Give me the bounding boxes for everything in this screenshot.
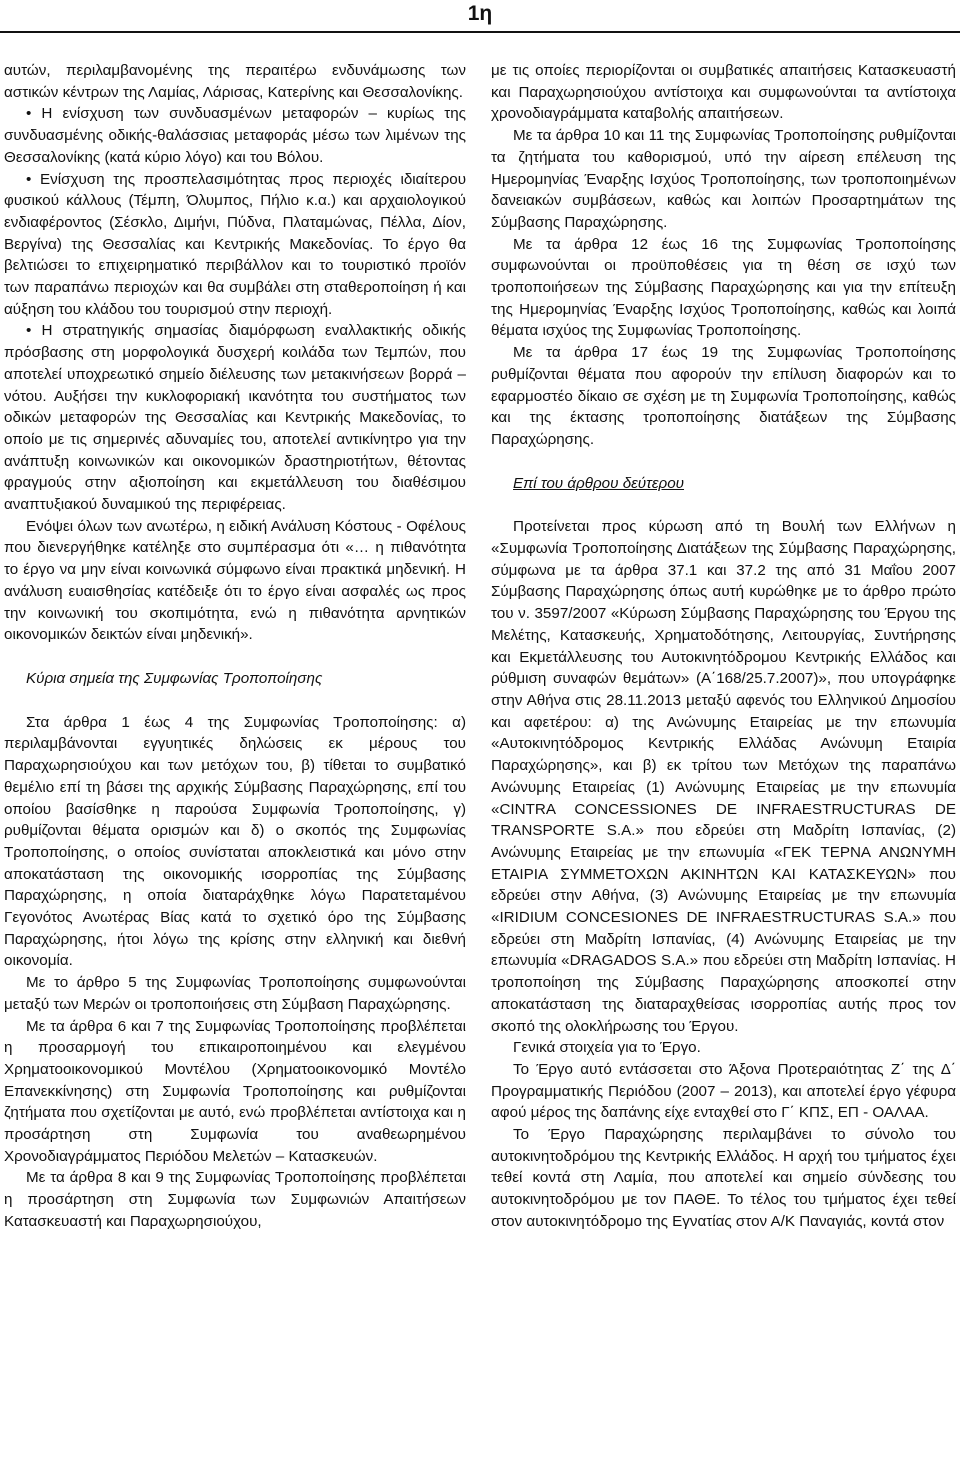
- bullet-paragraph: • Η ενίσχυση των συνδυασμένων μεταφορών – κυρίως της συνδυασμένης οδικής-θαλάσσιας μεταφοράς μέσω των λιμένων της Θεσσαλονίκης (κατά κύριο λόγο) και του Βόλου.: [4, 105, 466, 166]
- right-column: [491, 60, 956, 1233]
- paragraph: Το Έργο αυτό εντάσσεται στο Άξονα Προτεραιότητας Ζ΄ της Δ΄ Προγραμματικής Περιόδου (2007 – 2013), και αποτελεί έργο γέφυρα αφού μέρος της δαπάνης είχε ενταχθεί στο Γ΄ ΚΠΣ, ΕΠ - ΟΑΛΑΑ.: [491, 1060, 956, 1122]
- paragraph: Με τα άρθρα 6 και 7 της Συμφωνίας Τροποποίησης προβλέπεται η προσαρμογή του επικαιροποιημένου και ελεγμένου Χρηματοοικονομικού Μοντέλου (Χρηματοοικονομικό Μοντέλο Επανεκκίνησης) στη Συμφωνία Τροποποίησης και ρυθμίζονται ζητήματα που σχετίζονται με αυτό, ενώ προβλέπεται αντίστοιχα και η προσάρτηση στη Συμφωνία του αναθεωρημένου Χρονοδιαγράμματος Περιόδου Μελετών – Κατασκευών.: [4, 1017, 466, 1165]
- paragraph: Με το άρθρο 5 της Συμφωνίας Τροποποίησης συμφωνούνται μεταξύ των Μερών οι τροποποιήσεις στη Σύμβαση Παραχώρησης.: [4, 974, 466, 1013]
- section-heading: [4, 668, 466, 690]
- paragraph: Με τα άρθρα 12 έως 16 της Συμφωνίας Τροποποίησης συμφωνούνται οι προϋποθέσεις για τη θέση σε ισχύ των τροποποιήσεων της Σύμβασης Παραχώρησης και για την επίτευξη της Ημερομηνίας Έναρξης Ισχύος Τροποποίησης, καθώς και λοιπά θέματα ισχύος της Συμφωνίας Τροποποίησης.: [491, 235, 956, 340]
- section-heading: [491, 473, 956, 495]
- bullet-paragraph: • Η στρατηγικής σημασίας διαμόρφωση εναλλακτικής οδικής πρόσβασης στη μορφολογικά δυσχερή κοιλάδα των Τεμπών, που αποτελεί υποχρεωτικό σημείο διέλευσης των μετακινήσεων βορρά – νότου. Αυξήσει την κυκλοφοριακή ικανότητα του συστήματος των οδικών μεταφορών της Θεσσαλίας και Κεντρικής Μακεδονίας, το οποίο με τις σημερινές αδυναμίες του, αποτελεί αντικίνητρο για την ανάπτυξη κοινωνικών και οικονομικών δραστηριοτήτων, θέτοντας φραγμούς στην αξιοποίηση και εκμετάλλευση του διαθέσιμου αναπτυξιακού δυναμικού της περιφέρειας.: [4, 322, 466, 514]
- paragraph: Με τα άρθρα 17 έως 19 της Συμφωνίας Τροποποίησης ρυθμίζονται θέματα που αφορούν την επίλυση διαφορών και το εφαρμοστέο δίκαιο σε σχέση με τη Συμφωνία Τροποποίησης, καθώς και της έκτασης τροποποίησης διατάξεων της Σύμβασης Παραχώρησης.: [491, 344, 956, 448]
- header-rule: [0, 31, 960, 33]
- paragraph: Με τα άρθρα 8 και 9 της Συμφωνίας Τροποποίησης προβλέπεται η προσάρτηση στη Συμφωνία των Συμφωνιών Απαιτήσεων Κατασκευαστή και Παραχωρησιούχου,: [4, 1169, 466, 1230]
- paragraph: με τις οποίες περιορίζονται οι συμβατικές απαιτήσεις Κατασκευαστή και Παραχωρησιούχου αντίστοιχα και συμφωνούνται τα αντίστοιχα χρονοδιαγράμματα καταβολής απαιτήσεων.: [491, 62, 956, 123]
- paragraph: Στα άρθρα 1 έως 4 της Συμφωνίας Τροποποίησης: α) περιλαμβάνονται εγγυητικές δηλώσεις εκ μέρους του Παραχωρησιούχου και των μετόχων του, β) τίθεται το συμβατικό θεμέλιο επί τη βάσει της αρχικής Σύμβασης Παραχώρησης, επί του οποίου βασίσθηκε η παρούσα Συμφωνία Τροποποίησης, γ) ρυθμίζονται θέματα ορισμών και δ) ο σκοπός της Συμφωνίας Τροποποίησης, ο οποίος συνίσταται αποκλειστικά και μόνο στην αποκατάσταση της οικονομικής ισορροπίας της Σύμβασης Παραχώρησης, η οποία διαταράχθηκε λόγω Παρατεταμένου Γεγονότος Ανωτέρας Βίας κατά το σχετικό όρο της Σύμβασης Παραχώρησης, ήτοι λόγω της κρίσης στην ελληνική και διεθνή οικονομία.: [4, 713, 466, 970]
- paragraph: Το Έργο Παραχώρησης περιλαμβάνει το σύνολο του αυτοκινητοδρόμου της Κεντρικής Ελλάδος. Η αρχή του τμήματος έχει τεθεί κοντά στη Λαμία, που αποτελεί και σημείο σύνδεσης του αυτοκινητοδρόμου με τον ΠΑΘΕ. Το τέλος του τμήματος έχει τεθεί στον αυτοκινητόδρομο της Εγνατίας στον Α/Κ Παναγιάς, κοντά στον: [491, 1126, 956, 1230]
- paragraph: Ενόψει όλων των ανωτέρω, η ειδική Ανάλυση Κόστους - Οφέλους που διενεργήθηκε κατέληξε στο συμπέρασμα ότι «… η πιθανότητα το έργο να μην είναι κοινωνικά σύμφωνο είναι πρακτικά μηδενική. Η ανάλυση ευαισθησίας κατέδειξε ότι το έργο είναι ασφαλές ως προς την κοινωνική του σκοπιμότητα, ενώ η πιθανότητα αρνητικών οικονομικών δεικτών είναι μηδενική».: [4, 517, 466, 644]
- paragraph: αυτών, περιλαμβανομένης της περαιτέρω ενδυνάμωσης των αστικών κέντρων της Λαμίας, Λάρισας, Κατερίνης και Θεσσαλονίκης.: [4, 62, 466, 101]
- paragraph: Γενικά στοιχεία για το Έργο.: [513, 1039, 701, 1057]
- page-header: [0, 0, 960, 34]
- section-heading-text: Επί του άρθρου δεύτερου: [513, 474, 685, 492]
- page-number: 1η: [467, 2, 493, 25]
- paragraph: Προτείνεται προς κύρωση από τη Βουλή των Ελλήνων η «Συμφωνία Τροποποίησης Διατάξεων της Σύμβασης Παραχώρησης, σύμφωνα με τα άρθρα 37.1 και 37.2 της από 31 Μαΐου 2007 Σύμβασης Παραχώρησης όπως αυτή κυρώθηκε με το άρθρο πρώτο του ν. 3597/2007 «Κύρωση Σύμβασης Παραχώρησης του Έργου της Μελέτης, Κατασκευής, Χρηματοδότησης, Λειτουργίας, Συντήρησης και Εκμετάλλευσης του Αυτοκινητόδρομου Κεντρικής Ελλάδος και ρύθμιση συναφών θεμάτων» (Α΄168/25.7.2007)», που υπογράφηκε στην Αθήνα στις 28.11.2013 μεταξύ αφενός του Ελληνικού Δημοσίου και αφετέρου: α) της Ανώνυμης Εταιρείας με την επωνυμία «Αυτοκινητόδρομος Κεντρικής Ελλάδας Ανώνυμη Εταιρία Παραχώρησης», και β) εκ τρίτου των Μετόχων της παραπάνω Ανώνυμης Εταιρείας (1) Ανώνυμης Εταιρείας με την επωνυμία «CINTRA CONCESSIONES DE INFRAESTRUCTURAS DE TRANSPORTE S.A.» που εδρεύει στη Μαδρίτη Ισπανίας, (2) Ανώνυμης Εταιρείας με την επωνυμία «ΓΕΚ ΤΕΡΝΑ ΑΝΩΝΥΜΗ ΕΤΑΙΡΙΑ ΣΥΜΜΕΤΟΧΩΝ ΑΚΙΝΗΤΩΝ ΚΑΙ ΚΑΤΑΣΚΕΥΩΝ» που εδρεύει στην Αθήνα, (3) Ανώνυμης Εταιρείας με την επωνυμία «IRIDIUM CONCESIONES DE INFRAESTRUCTURAS S.A.» που εδρεύει στη Μαδρίτη Ισπανίας, (4) Ανώνυμης Εταιρείας με την επωνυμία «DRAGADOS S.A.» που εδρεύει στη Μαδρίτη Ισπανίας. Η τροποποίηση της Σύμβασης Παραχώρησης αποσκοπεί στην αποκατάσταση της διαταραχθείσας ισορροπίας αυτής προς τον σκοπό της ολοκλήρωσης του Έργου.: [491, 518, 956, 1035]
- left-column: [4, 60, 466, 1233]
- paragraph: Με τα άρθρα 10 και 11 της Συμφωνίας Τροποποίησης ρυθμίζονται τα ζητήματα του καθορισμού, υπό την αίρεση επέλευση της Ημερομηνίας Έναρξης Ισχύος Τροποποίησης, των τροποποιημένων δανειακών συμβάσεων, καθώς και λοιπών Προσαρτημάτων της Σύμβασης Παραχώρησης.: [491, 127, 956, 231]
- bullet-paragraph: • Ενίσχυση της προσπελασιμότητας προς περιοχές ιδιαίτερου φυσικού κάλλους (Τέμπη, Όλυμπος, Πήλιο κ.α.) και αρχαιολογικού ενδιαφέροντος (Σέσκλο, Διμήνι, Πύδνα, Πλαταμώνας, Πέλλα, Δίον, Βεργίνα) της Θεσσαλίας και Κεντρικής Μακεδονίας. Το έργο θα βελτιώσει το επιχειρηματικό περιβάλλον και το τουριστικό προϊόν των παραπάνω περιοχών και θα συμβάλει στη σταθεροποίηση ή και αύξηση του κλάδου του τουρισμού στην περιοχή.: [4, 170, 466, 318]
- section-heading-text: Κύρια σημεία της Συμφωνίας Τροποποίησης: [26, 669, 323, 687]
